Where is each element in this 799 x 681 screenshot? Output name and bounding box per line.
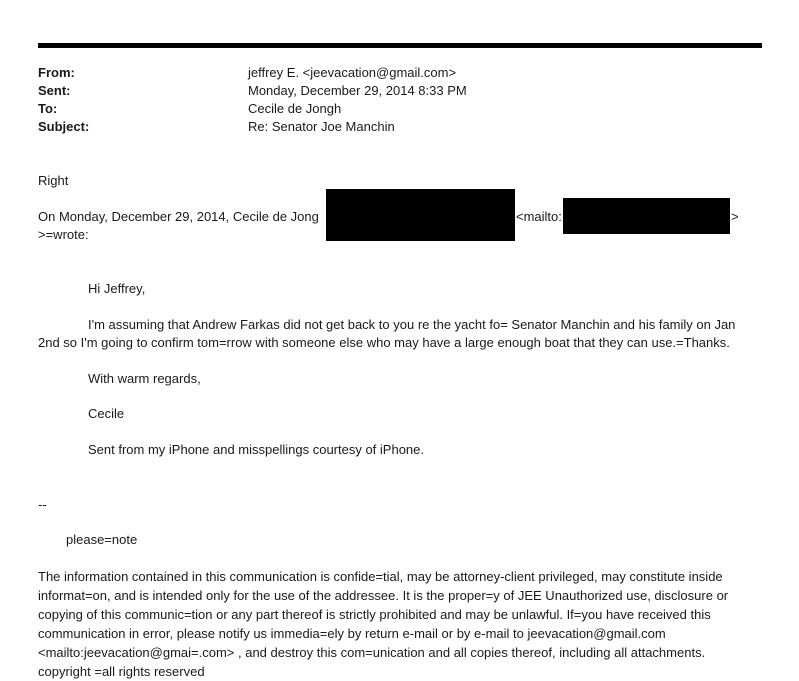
header-divider: [38, 43, 762, 48]
message-line-2: 2nd so I'm going to confirm tom=rrow with someone else who may have a large enough boat that they can use.=Thanks.: [38, 335, 730, 350]
disclaimer: The information contained in this communication is confide=tial, may be attorney-client privileged, may constitute inside informat=on, and is intended only for the use of the addressee. It is the proper=y of JEE Unauthorized use, disclosure or copying of this communic=tion or any part thereof is strictly prohibited and may be unlawful. If=you have received this communication in error, please notify us immedia=ely by return e-mail or by e-mail to jeevacation@gmail.com <mailto:jeevacation@gmai=.com> , and destroy this com=unication and all copies thereof, including all attachments. copyright =all rights reserved: [38, 569, 729, 679]
separator: --: [38, 497, 47, 512]
from-label: From:: [38, 65, 75, 80]
sent-from-note: Sent from my iPhone and misspellings courtesy of iPhone.: [88, 442, 425, 457]
subject-label: Subject:: [38, 119, 90, 134]
closing: With warm regards,: [88, 371, 201, 386]
signature: Cecile: [88, 406, 125, 421]
greeting: Hi Jeffrey,: [88, 281, 146, 296]
from-value: jeffrey E. <jeevacation@gmail.com>: [248, 65, 457, 80]
reply-text: Right: [38, 173, 69, 188]
message-line-1: I'm assuming that Andrew Farkas did not get back to you re the yacht fo= Senator Manchin and his family on Jan: [88, 317, 736, 332]
redaction-block: [563, 198, 730, 234]
please-note: please=note: [66, 532, 138, 547]
sent-value: Monday, December 29, 2014 8:33 PM: [248, 83, 467, 98]
quote-wrote: >=wrote:: [38, 227, 89, 242]
to-value: Cecile de Jongh: [248, 101, 342, 116]
quote-mailto: <mailto:: [516, 209, 562, 224]
quote-intro: On Monday, December 29, 2014, Cecile de Jong: [38, 209, 319, 224]
to-label: To:: [38, 101, 58, 116]
sent-label: Sent:: [38, 83, 71, 98]
subject-value: Re: Senator Joe Manchin: [248, 119, 395, 134]
quote-bracket: >: [731, 209, 739, 224]
redaction-block: [326, 189, 515, 241]
